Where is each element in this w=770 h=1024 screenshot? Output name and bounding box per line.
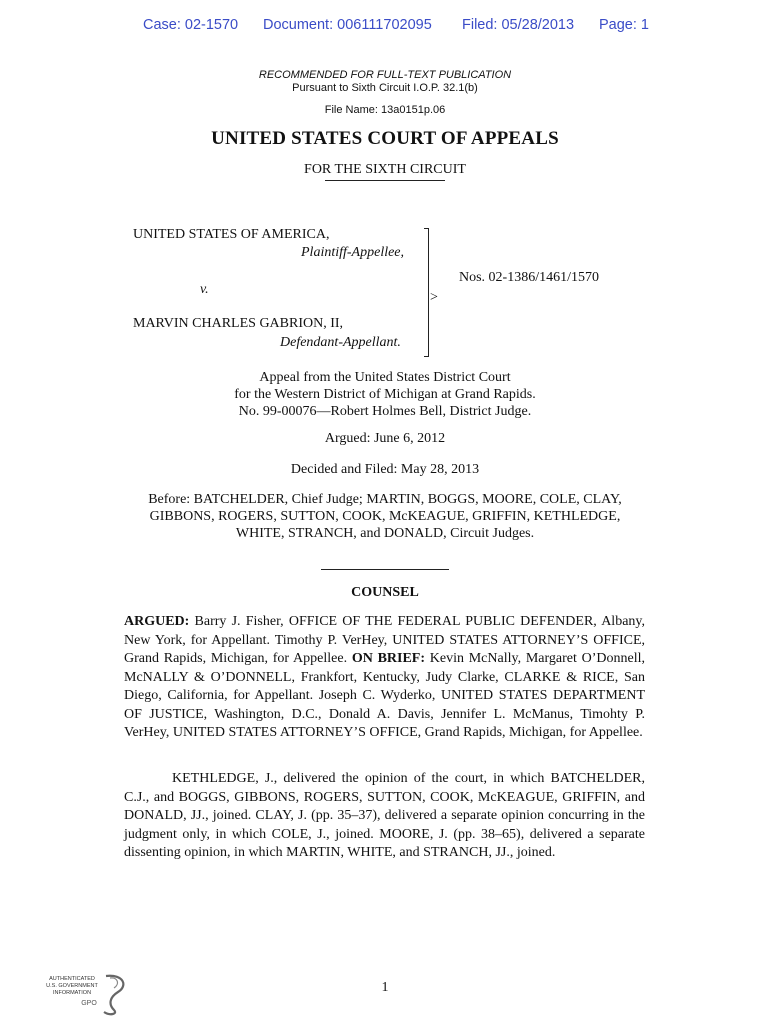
document-number-stamp: Document: 006111702095: [263, 17, 432, 33]
appeal-line-3: No. 99-00076—Robert Holmes Bell, District Judge.: [238, 404, 532, 419]
brief-counsel: Kevin McNally, Margaret O’Donnell, McNALLY & O’DONNELL, Frankfort, Kentucky, Judy Clarke, CLARKE & RICE, San Diego, California, for Appellant. Joseph C. Wyderko, UNITED STATES DEPARTMENT OF JUSTICE, Washington, D.C., Donald A. Davis, Jennifer L. McManus, Timohty P. VerHey, UNITED STATES ATTORNEY’S OFFICE, Grand Rapids, Michigan, for Appellee.: [124, 651, 645, 740]
before-line-3: WHITE, STRANCH, and DONALD, Circuit Judges.: [235, 526, 535, 541]
caption-bracket-point: >: [430, 290, 438, 305]
defendant-role: Defendant-Appellant.: [280, 335, 401, 350]
filed-date-stamp: Filed: 05/28/2013: [462, 17, 575, 33]
pursuant-note: Pursuant to Sixth Circuit I.O.P. 32.1(b): [292, 82, 478, 94]
court-title: UNITED STATES COURT OF APPEALS: [211, 128, 559, 149]
page-stamp: Page: 1: [599, 17, 649, 33]
caption-bracket-bottom: [424, 356, 429, 357]
argued-label: ARGUED:: [124, 614, 190, 629]
versus: v.: [200, 282, 209, 297]
before-line-2: GIBBONS, ROGERS, SUTTON, COOK, McKEAGUE, GRIFFIN, KETHLEDGE,: [149, 509, 621, 524]
plaintiff-role: Plaintiff-Appellee,: [301, 245, 405, 260]
panel-judges: [0, 491, 770, 542]
counsel-heading: COUNSEL: [351, 585, 419, 600]
gpo-seal-line-4: GPO: [81, 1000, 97, 1007]
opinion-authorship-paragraph: KETHLEDGE, J., delivered the opinion of the court, in which BATCHELDER, C.J., and BOGGS, GIBBONS, ROGERS, SUTTON, COOK, McKEAGUE, GRIFFIN, and DONALD, JJ., joined. CLAY, J. (pp. 35–37), delivered a separate opinion concurring in the judgment only, in which COLE, J., joined. MOORE, J. (pp. 38–65), delivered a separate dissenting opinion, in which MARTIN, WHITE, and STRANCH, JJ., joined.: [124, 771, 645, 860]
case-number-stamp: Case: 02-1570: [143, 17, 239, 33]
on-brief-label: ON BRIEF:: [351, 651, 426, 666]
gpo-seal-line-2: U.S. GOVERNMENT: [46, 983, 98, 989]
plaintiff-name: UNITED STATES OF AMERICA,: [133, 227, 330, 242]
caption-bracket: [428, 228, 429, 356]
gpo-seal-line-3: INFORMATION: [52, 990, 92, 996]
appeal-line-1: Appeal from the United States District Court: [259, 370, 511, 385]
circuit-subtitle: FOR THE SIXTH CIRCUIT: [304, 162, 466, 177]
caption-bracket-top: [424, 228, 429, 229]
file-name: File Name: 13a0151p.06: [324, 104, 446, 116]
publication-recommendation: RECOMMENDED FOR FULL-TEXT PUBLICATION: [258, 69, 512, 81]
argued-counsel: Barry J. Fisher, OFFICE OF THE FEDERAL PUBLIC DEFENDER, Albany, New York, for Appellant. Timothy P. VerHey, UNITED STATES ATTORNEY’S OFFICE, Grand Rapids, Michigan, for Appellee.: [124, 614, 645, 666]
argued-date: Argued: June 6, 2012: [324, 431, 446, 446]
appeal-info: [0, 369, 770, 420]
defendant-name: MARVIN CHARLES GABRION, II,: [133, 316, 344, 331]
counsel-divider: [321, 569, 449, 570]
page-number: 1: [381, 980, 389, 995]
case-numbers: Nos. 02-1386/1461/1570: [459, 270, 599, 285]
gpo-seal-line-1: AUTHENTICATED: [49, 976, 95, 982]
decided-date: Decided and Filed: May 28, 2013: [290, 462, 480, 477]
appeal-line-2: for the Western District of Michigan at Grand Rapids.: [234, 387, 536, 402]
title-divider: [325, 180, 445, 181]
gpo-authentication-seal-icon: [44, 972, 130, 1021]
counsel-paragraph: [124, 613, 645, 743]
before-line-1: Before: BATCHELDER, Chief Judge; MARTIN, BOGGS, MOORE, COLE, CLAY,: [148, 492, 622, 507]
